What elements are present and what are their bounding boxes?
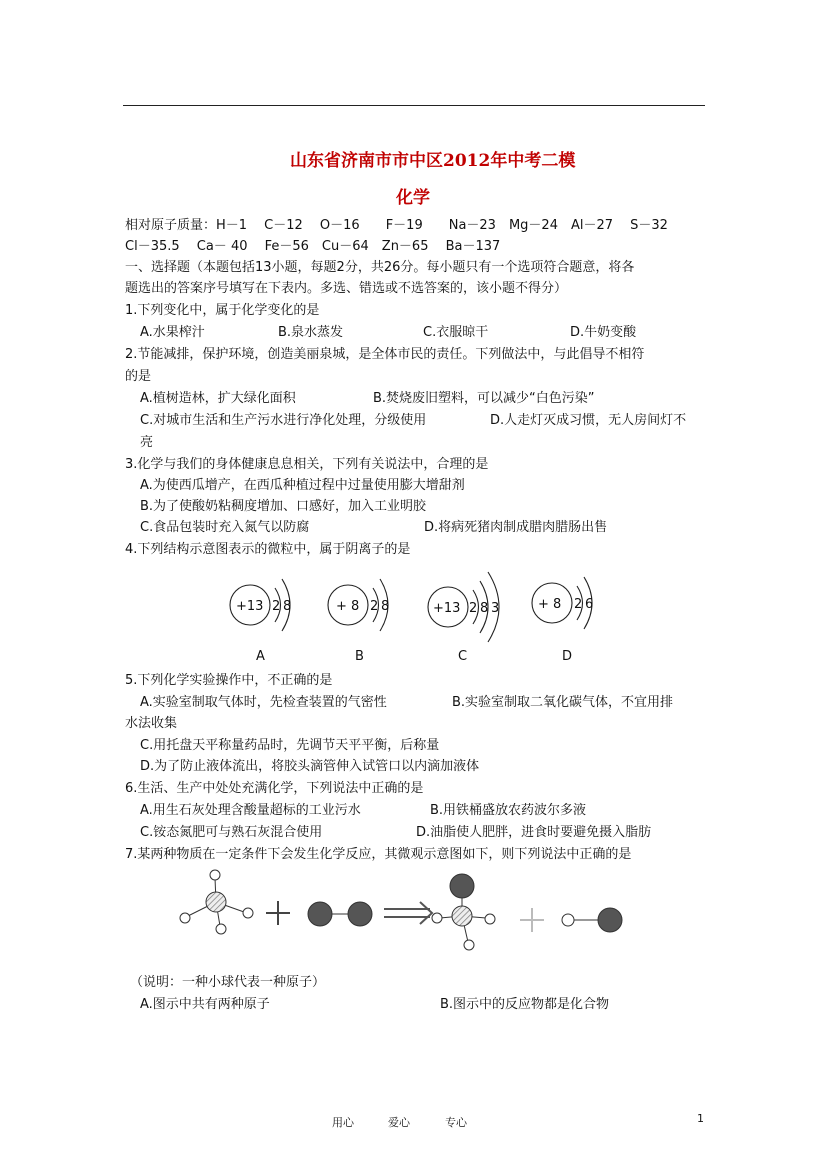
q6-option-b: B.用铁桶盛放农药波尔多液 [430, 803, 587, 818]
q6-option-a: A.用生石灰处理含酸量超标的工业污水 [140, 803, 361, 818]
atom-d-shell1: 2 [574, 597, 583, 612]
footer-motto-2: 爱心 [388, 1116, 410, 1129]
q5-option-a: A.实验室制取气体时，先检查装置的气密性 [140, 695, 387, 710]
atom-b-shell2: 8 [381, 599, 390, 614]
q5-option-c: C.用托盘天平称量药品时，先调节天平平衡，后称量 [140, 738, 440, 753]
q5-option-b-cont: 水法收集 [125, 716, 178, 731]
q1-option-d: D.牛奶变酸 [570, 325, 637, 340]
header-rule [123, 105, 705, 106]
q2-stem-line1: 2.节能减排，保护环境，创造美丽泉城，是全体市民的责任。下列做法中，与此倡导不相符 [125, 347, 645, 362]
q2-stem-line2: 的是 [125, 369, 152, 384]
q6-stem: 6.生活、生产中处处充满化学，下列说法中正确的是 [125, 781, 424, 796]
section-intro-line1: 一、选择题（本题包括13小题，每题2分，共26分。每小题只有一个选项符合题意，将各 [125, 260, 635, 275]
q7-note: （说明：一种小球代表一种原子） [130, 975, 326, 990]
q5-stem: 5.下列化学实验操作中，不正确的是 [125, 673, 333, 688]
atom-a-nucleus: +13 [236, 599, 264, 614]
q2-option-a: A.植树造林，扩大绿化面积 [140, 391, 296, 406]
page-number: 1 [697, 1112, 704, 1125]
exam-subject: 化学 [396, 188, 430, 208]
q3-stem: 3.化学与我们的身体健康息息相关，下列有关说法中，合理的是 [125, 457, 489, 472]
atom-d-label: D [562, 649, 573, 664]
q1-option-c: C.衣服晾干 [423, 325, 489, 340]
q4-stem: 4.下列结构示意图表示的微粒中，属于阴离子的是 [125, 542, 411, 557]
atom-c-label: C [458, 649, 468, 664]
q7-stem: 7.某两种物质在一定条件下会发生化学反应，其微观示意图如下，则下列说法中正确的是 [125, 847, 632, 862]
q2-option-d: D.人走灯灭成习惯，无人房间灯不 [490, 413, 687, 428]
q2-option-c: C.对城市生活和生产污水进行净化处理，分级使用 [140, 413, 427, 428]
atom-a-label: A [256, 649, 265, 664]
q6-option-d: D.油脂使人肥胖，进食时要避免摄入脂肪 [416, 825, 652, 840]
section-intro-line2: 题选出的答案序号填写在下表内。多选、错选或不选答案的，该小题不得分） [125, 281, 568, 296]
atom-structure-diagrams [220, 562, 620, 666]
q1-option-a: A.水果榨汁 [140, 325, 205, 340]
atom-c-shell2: 8 [480, 601, 489, 616]
atom-b-shell1: 2 [370, 599, 379, 614]
atom-b-label: B [355, 649, 364, 664]
atom-a-shell2: 8 [283, 599, 292, 614]
q3-option-b: B.为了使酸奶粘稠度增加、口感好，加入工业明胶 [140, 499, 427, 514]
q5-option-b: B.实验室制取二氧化碳气体，不宜用排 [452, 695, 674, 710]
exam-title: 山东省济南市市中区2012年中考二模 [290, 151, 576, 171]
atom-a-shell1: 2 [272, 599, 281, 614]
atom-d-nucleus: + 8 [538, 597, 562, 612]
atom-c-shell1: 2 [469, 601, 478, 616]
atomic-masses-line2: Cl－35.5 Ca－ 40 Fe－56 Cu－64 Zn－65 Ba－137 [125, 239, 501, 254]
q3-option-a: A.为使西瓜增产，在西瓜种植过程中过量使用膨大增甜剂 [140, 478, 465, 493]
q1-stem: 1.下列变化中，属于化学变化的是 [125, 303, 320, 318]
atom-c-nucleus: +13 [433, 601, 461, 616]
atom-c-shell3: 3 [491, 601, 500, 616]
atom-b-nucleus: + 8 [336, 599, 360, 614]
q2-option-d-cont: 亮 [140, 435, 154, 450]
atom-d-shell2: 6 [585, 597, 594, 612]
q3-option-d: D.将病死猪肉制成腊肉腊肠出售 [424, 520, 608, 535]
reaction-diagram [170, 864, 640, 974]
q6-option-c: C.铵态氮肥可与熟石灰混合使用 [140, 825, 323, 840]
q2-option-b: B.焚烧废旧塑料，可以减少“白色污染” [373, 391, 595, 406]
q7-option-a: A.图示中共有两种原子 [140, 997, 270, 1012]
atomic-masses-line1: 相对原子质量：H－1 C－12 O－16 F－19 Na－23 Mg－24 Al－27 S－32 [125, 218, 668, 233]
q5-option-d: D.为了防止液体流出，将胶头滴管伸入试管口以内滴加液体 [140, 759, 480, 774]
q1-option-b: B.泉水蒸发 [278, 325, 344, 340]
footer-motto-3: 专心 [445, 1116, 467, 1129]
q7-option-b: B.图示中的反应物都是化合物 [440, 997, 610, 1012]
footer-motto-1: 用心 [332, 1116, 354, 1129]
q3-option-c: C.食品包装时充入氮气以防腐 [140, 520, 310, 535]
